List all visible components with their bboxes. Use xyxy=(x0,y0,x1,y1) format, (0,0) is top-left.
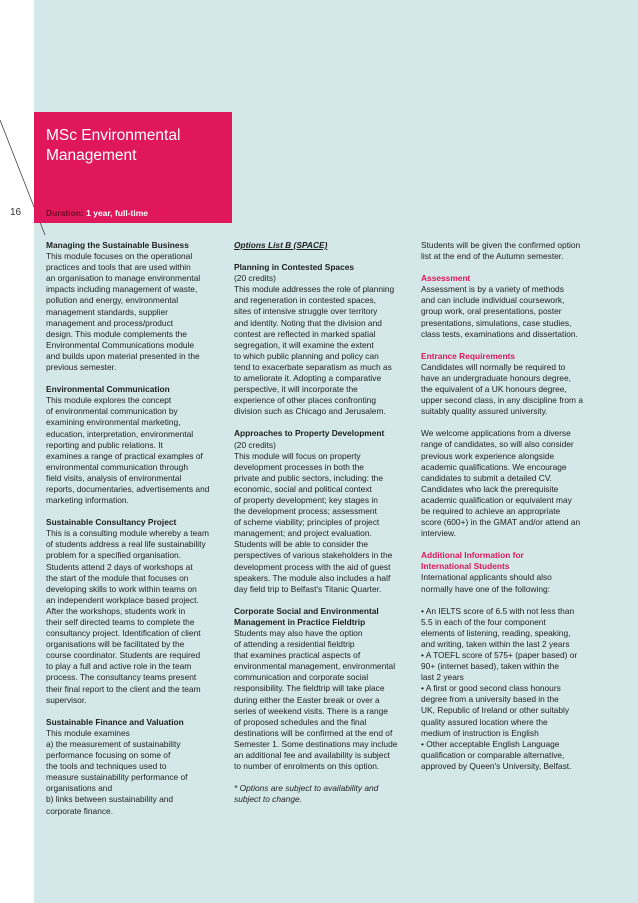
section-text: Assessment is by a variety of methods and can include individual coursework, group work, oral presentations, poster presentations, simulations, case studies, class tests, examinations and dissertation. xyxy=(421,284,578,339)
section-text: International applicants should also normally have one of the following: xyxy=(421,572,552,594)
section-heading: Additional Information for International Students xyxy=(421,550,524,572)
page-title: MSc Environmental Management xyxy=(46,127,181,164)
duration-value: 1 year, full-time xyxy=(83,208,149,218)
course-duration xyxy=(46,208,148,218)
list-item: b) links between sustainability and corporate finance. xyxy=(46,794,174,816)
list-item: • A TOEFL score of 575+ (paper based) or 90+ (internet based), taken within the last 2 years xyxy=(421,650,578,683)
module-heading: Planning in Contested Spaces xyxy=(234,262,355,273)
module-description: This module examines a) the measurement of sustainability performance focusing on some of the tools and techniques used to measure sustainability performance of organisations and b) links between sustainability and corporate finance. xyxy=(46,728,222,817)
module-description: This module explores the concept of environmental communication by examining environmental marketing, education, interpretation, environmental reporting and public relations. It examines a range of practical examples of environmental communication through field visits, analysis of environmental reports, documentaries, advertisements and marketing information. xyxy=(46,395,210,506)
module-heading: Sustainable Finance and Valuation xyxy=(46,716,184,727)
module-heading: Managing the Sustainable Business xyxy=(46,240,189,250)
module-description: This module focuses on the operational practices and tools that are used within an organisation to manage environmental impacts including management of waste, pollution and energy, environmental management standards, supplier management and process/product design. This module complements the Environmental Communications module and builds upon material presented in the previous semester. xyxy=(46,251,201,373)
column-1 xyxy=(46,240,222,817)
column-2 xyxy=(234,240,416,805)
options-heading: Options List B (SPACE) xyxy=(234,240,328,250)
section-text: Candidates will normally be required to have an undergraduate honours degree, the equivalent of a UK honours degree, upper second class, in any discipline from a suitably quality assured university. xyxy=(421,361,583,417)
section-heading: Entrance Requirements xyxy=(421,350,516,361)
module-heading: Sustainable Consultancy Project xyxy=(46,517,177,528)
module-description: This is a consulting module whereby a team of students address a real life sustainability problem for a specified organisation. Students attend 2 days of workshops at the start of the module that focuses on developing skills to work within teams on an independent workplace based project. After the workshops, students work in their self directed teams to complete the consultancy project. Identification of client organisations will be facilitated by the course coordinator. Students are required to play a full and active role in the team process. The consultancy teams present their final report to the client and the team supervisor. xyxy=(46,528,209,705)
module-heading: Environmental Communication xyxy=(46,384,170,395)
list-item: • A first or good second class honours degree from a university based in the UK, Republic of Ireland or other suitably quality assured location where the medium of instruction is English xyxy=(421,683,570,738)
section-text: We welcome applications from a diverse range of candidates, so will also consider previous work experience alongside academic qualifications. We encourage candidates to submit a detailed CV. Candidates who lack the prerequisite academic qualification or equivalent may be required to achieve an appropriate score (600+) in the GMAT and/or attend an interview. xyxy=(421,428,581,539)
list-item: a) the measurement of sustainability performance focusing on some of the tools and techniques used to measure sustainability performance of organisations and xyxy=(46,738,188,794)
requirements-list xyxy=(421,606,595,772)
duration-label: Duration: xyxy=(46,208,84,218)
column-3 xyxy=(421,240,595,772)
page-number: 16 xyxy=(10,207,22,218)
module-description: Students may also have the option of attending a residential fieldtrip that examines practical aspects of environmental management, environmental communication and corporate social responsibility. The fieldtrip will take place during either the Easter break or over a series of weekend visits. There is a range of proposed schedules and the final destinations will be confirmed at the end of Semester 1. Some destinations may include an additional fee and availability is subject to number of enrolments on this option. xyxy=(234,628,398,772)
section-heading: Assessment xyxy=(421,273,471,284)
module-heading: Corporate Social and Environmental Management in Practice Fieldtrip xyxy=(234,605,379,627)
module-heading: Approaches to Property Development xyxy=(234,428,385,439)
module-description: (20 credits) This module will focus on property development processes in both the private and public sectors, including: the economic, social and political context of property development; key stages in the development process; assessment of scheme viability; principles of project management; and project evaluation. Students will be able to consider the perspectives of various stakeholders in the development process with the aid of guest speakers. The module also includes a half day field trip to Belfast's Titanic Quarter. xyxy=(234,439,393,594)
module-description: (20 credits) This module addresses the role of planning and regeneration in contested spaces, sites of intensive struggle over territory and identity. Noting that the division and contest are reflected in marked spatial segregation, it will examine the extent to which public planning and policy can tend to exacerbate separatism as much as to ameliorate it. Adopting a comparative perspective, it will incorporate the experience of other places confronting division such as Chicago and Jerusalem. xyxy=(234,273,395,417)
options-footnote: * Options are subject to availability and subject to change. xyxy=(234,783,379,805)
list-item: • An IELTS score of 6.5 with not less than 5.5 in each of the four component elements of listening, reading, speaking, and writing, taken within the last 2 years xyxy=(421,605,575,649)
list-item: • Other acceptable English Language qualification or comparable alternative, approved by Queen's University, Belfast. xyxy=(421,738,572,771)
options-intro: Students will be given the confirmed option list at the end of the Autumn semester. xyxy=(421,240,581,262)
